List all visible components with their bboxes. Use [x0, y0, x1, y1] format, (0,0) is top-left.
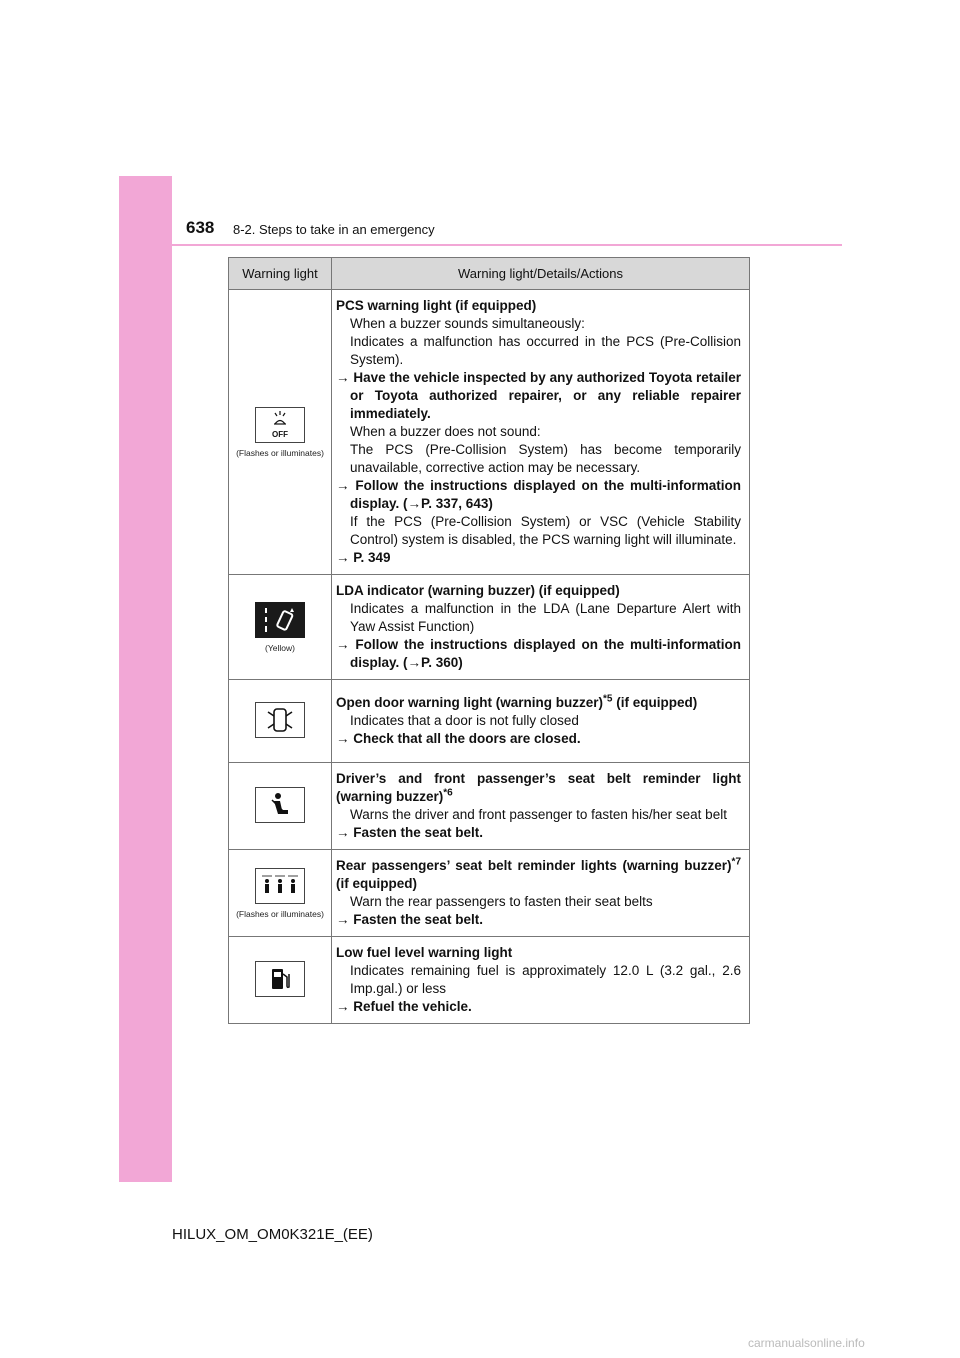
detail-line: When a buzzer sounds simultaneously: — [350, 316, 585, 331]
details-cell — [332, 763, 750, 850]
icon-cell — [229, 290, 332, 575]
seat-belt-icon — [255, 787, 305, 823]
item-title-text: Driver’s and front passenger’s seat belt reminder light (warning buzzer) — [336, 771, 741, 804]
action-line: → Fasten the seat belt. — [336, 825, 484, 840]
table-row — [229, 290, 750, 575]
detail-line: Indicates remaining fuel is approximately 12.0 L (3.2 gal., 2.6 Imp.gal.) or less — [350, 963, 741, 996]
table-row — [229, 575, 750, 680]
item-title — [336, 857, 741, 893]
item-title-suffix: (if equipped) — [612, 695, 698, 710]
action-line: → Follow the instructions displayed on the multi-information display. (→P. 360) — [336, 637, 741, 670]
watermark: carmanualsonline.info — [748, 1336, 865, 1350]
action-line: → Have the vehicle inspected by any authorized Toyota retailer or Toyota authorized repairer, or any reliable repairer immediately. — [336, 370, 741, 421]
header-rule — [172, 244, 842, 246]
detail-line: Indicates a malfunction has occurred in the PCS (Pre-Collision System). — [350, 334, 741, 367]
icon-note: (Flashes or illuminates) — [236, 447, 324, 458]
icon-cell — [229, 763, 332, 850]
item-title: PCS warning light (if equipped) — [336, 298, 537, 313]
icon-cell — [229, 575, 332, 680]
details-cell — [332, 680, 750, 763]
details-cell — [332, 850, 750, 937]
section-title: 8-2. Steps to take in an emergency — [233, 222, 435, 237]
footnote-ref: *5 — [603, 693, 613, 705]
table-row — [229, 763, 750, 850]
detail-line: Warns the driver and front passenger to fasten his/her seat belt — [350, 807, 727, 822]
action-line: → Follow the instructions displayed on the multi-information display. (→P. 337, 643) — [336, 478, 741, 511]
footnote-ref: *7 — [731, 856, 741, 868]
action-line: → P. 349 — [336, 550, 391, 565]
open-door-icon — [255, 702, 305, 738]
action-line: → Refuel the vehicle. — [336, 999, 472, 1014]
table-header-row — [229, 258, 750, 290]
item-title — [336, 770, 741, 806]
item-title-text: Rear passengers’ seat belt reminder lights (warning buzzer) — [336, 858, 732, 873]
warning-light-table — [228, 257, 750, 1024]
details-cell — [332, 937, 750, 1024]
detail-line: When a buzzer does not sound: — [350, 424, 541, 439]
column-header-icon: Warning light — [229, 258, 332, 290]
action-line: → Check that all the doors are closed. — [336, 731, 581, 746]
action-line: → Fasten the seat belt. — [336, 912, 484, 927]
table-row — [229, 680, 750, 763]
detail-line: The PCS (Pre-Collision System) has become temporarily unavailable, corrective action may be necessary. — [350, 442, 741, 475]
fuel-pump-icon — [255, 961, 305, 997]
item-title — [336, 694, 741, 712]
icon-cell — [229, 680, 332, 763]
icon-note: (Flashes or illuminates) — [236, 908, 324, 919]
detail-line: Indicates a malfunction in the LDA (Lane Departure Alert with Yaw Assist Function) — [350, 601, 741, 634]
icon-cell — [229, 850, 332, 937]
table-row — [229, 850, 750, 937]
lane-departure-icon — [255, 602, 305, 638]
rear-seat-belt-icon — [255, 868, 305, 904]
footnote-ref: *6 — [443, 787, 453, 799]
item-title-text: Open door warning light (warning buzzer) — [336, 695, 603, 710]
icon-cell — [229, 937, 332, 1024]
icon-note: (Yellow) — [265, 642, 295, 653]
svg-text:OFF: OFF — [272, 429, 288, 439]
details-cell — [332, 575, 750, 680]
column-header-details: Warning light/Details/Actions — [332, 258, 750, 290]
pcs-off-icon — [255, 407, 305, 443]
item-title-suffix: (if equipped) — [336, 876, 417, 891]
table-row — [229, 937, 750, 1024]
detail-line: Indicates that a door is not fully closed — [350, 713, 579, 728]
detail-line: If the PCS (Pre-Collision System) or VSC (Vehicle Stability Control) system is disabled, the PCS warning light will illuminate. — [350, 514, 741, 547]
item-title: Low fuel level warning light — [336, 945, 513, 960]
details-cell — [332, 290, 750, 575]
page-number: 638 — [186, 218, 215, 237]
detail-line: Warn the rear passengers to fasten their seat belts — [350, 894, 653, 909]
chapter-sidebar — [119, 176, 172, 1182]
item-title: LDA indicator (warning buzzer) (if equipped) — [336, 583, 620, 598]
document-code: HILUX_OM_OM0K321E_(EE) — [172, 1226, 373, 1243]
